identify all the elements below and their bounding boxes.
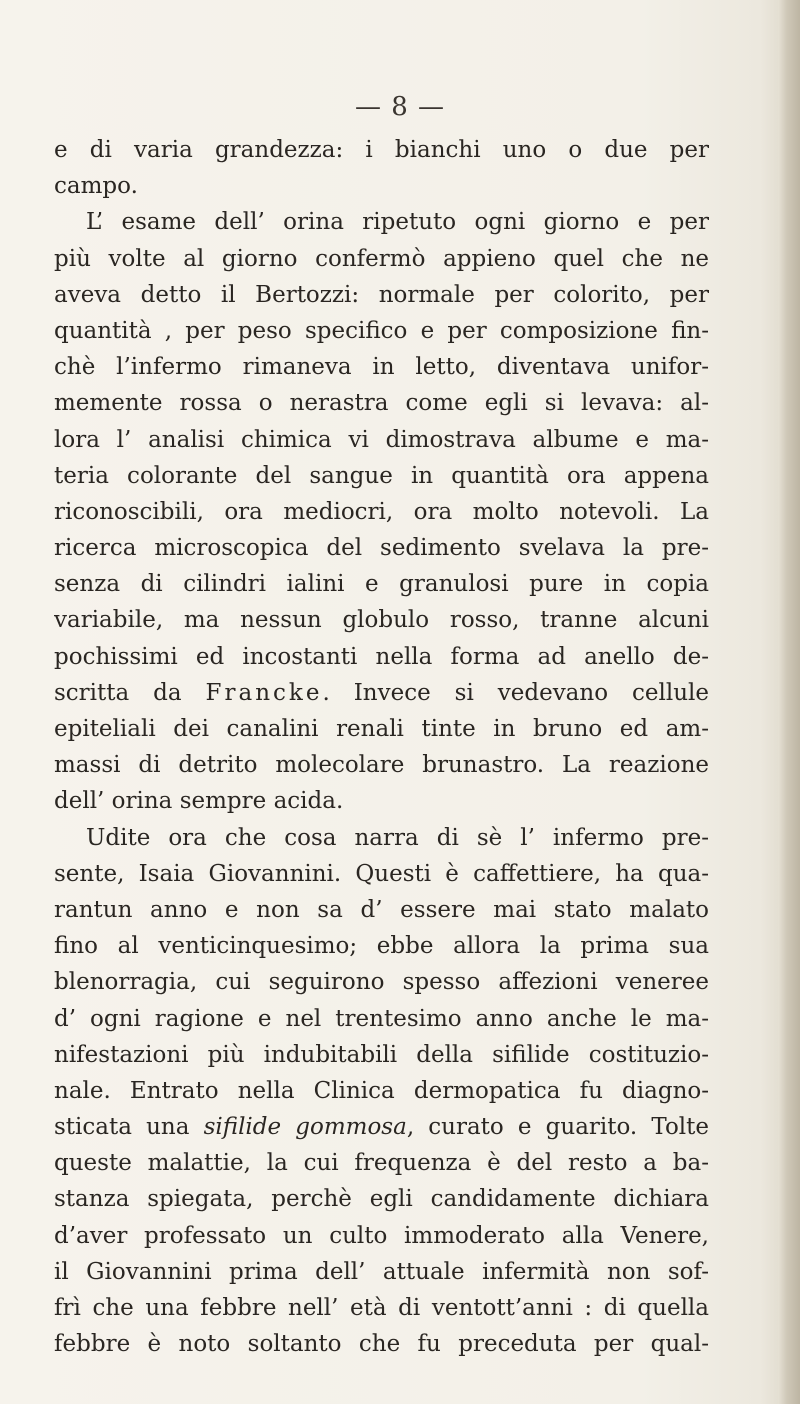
text-line (54, 1109, 709, 1145)
text-line: queste malattie, la cui frequenza è del resto a ba- (54, 1150, 709, 1177)
text-line: frì che una febbre nell’ età di ventott’anni : di quella (54, 1295, 709, 1321)
text-line: epiteliali dei canalini renali tinte in bruno ed am- (54, 716, 709, 742)
text-line: massi di detrito molecolare brunastro. La reazione (54, 752, 709, 779)
text-line: aveva detto il Bertozzi: normale per colorito, per (54, 281, 709, 308)
text-segment: sticata una (54, 1114, 204, 1141)
text-line: fino al venticinquesimo; ebbe allora la prima sua (54, 933, 709, 960)
text-line: stanza spiegata, perchè egli candidamente dichiara (54, 1186, 709, 1213)
text-line: dell’ orina sempre acida. (54, 788, 344, 815)
text-line: senza di cilindri ialini e granulosi pure in copia (54, 571, 709, 598)
text-line: riconoscibili, ora mediocri, ora molto notevoli. La (54, 498, 709, 525)
text-line: blenorragia, cui seguirono spesso affezioni veneree (54, 969, 709, 996)
text-line: nifestazioni più indubitabili della sifilide costituzio- (54, 1041, 709, 1068)
body-text (54, 132, 709, 1362)
page-edge-shadow (778, 0, 800, 1404)
text-line: Udite ora che cosa narra di sè l’ infermo pre- (86, 824, 709, 851)
text-line: memente rossa o nerastra come egli si levava: al- (54, 390, 709, 417)
text-line: più volte al giorno confermò appieno quel che ne (54, 245, 709, 272)
text-line: campo. (54, 173, 138, 200)
italic-term: sifilide gommosa (203, 1114, 407, 1141)
text-line: il Giovannini prima dell’ attuale infermità non sof- (54, 1258, 709, 1285)
text-line: L’ esame dell’ orina ripetuto ogni giorno e per (86, 209, 709, 236)
text-line: febbre è noto soltanto che fu preceduta per qual- (54, 1331, 709, 1358)
text-line: rantun anno e non sa d’ essere mai stato malato (54, 896, 709, 923)
text-line: d’ ogni ragione e nel trentesimo anno anche le ma- (54, 1005, 709, 1032)
text-line (54, 675, 709, 711)
text-line: ricerca microscopica del sedimento svelava la pre- (54, 535, 709, 562)
text-line: teria colorante del sangue in quantità ora appena (54, 462, 709, 489)
text-line: sente, Isaia Giovannini. Questi è caffettiere, ha qua- (54, 860, 709, 887)
author-name-spaced: Francke (205, 679, 323, 706)
text-line: lora l’ analisi chimica vi dimostrava albume e ma- (54, 426, 709, 453)
text-line: chè l’infermo rimaneva in letto, diventava unifor- (54, 354, 709, 381)
text-line: pochissimi ed incostanti nella forma ad anello de- (54, 643, 709, 670)
text-line: e di varia grandezza: i bianchi uno o due per (54, 137, 709, 163)
text-line: variabile, ma nessun globulo rosso, tranne alcuni (54, 607, 709, 634)
page-number: — 8 — (354, 92, 446, 122)
text-line: quantità , per peso specifico e per composizione fin- (54, 317, 709, 344)
text-segment: scritta da (54, 679, 206, 706)
text-segment: , curato e guarito. Tolte (406, 1114, 709, 1141)
text-line: d’aver professato un culto immoderato alla Venere, (54, 1222, 709, 1249)
text-line: nale. Entrato nella Clinica dermopatica fu diagno- (54, 1077, 709, 1104)
text-segment: . Invece si vedevano cellule (322, 679, 709, 706)
